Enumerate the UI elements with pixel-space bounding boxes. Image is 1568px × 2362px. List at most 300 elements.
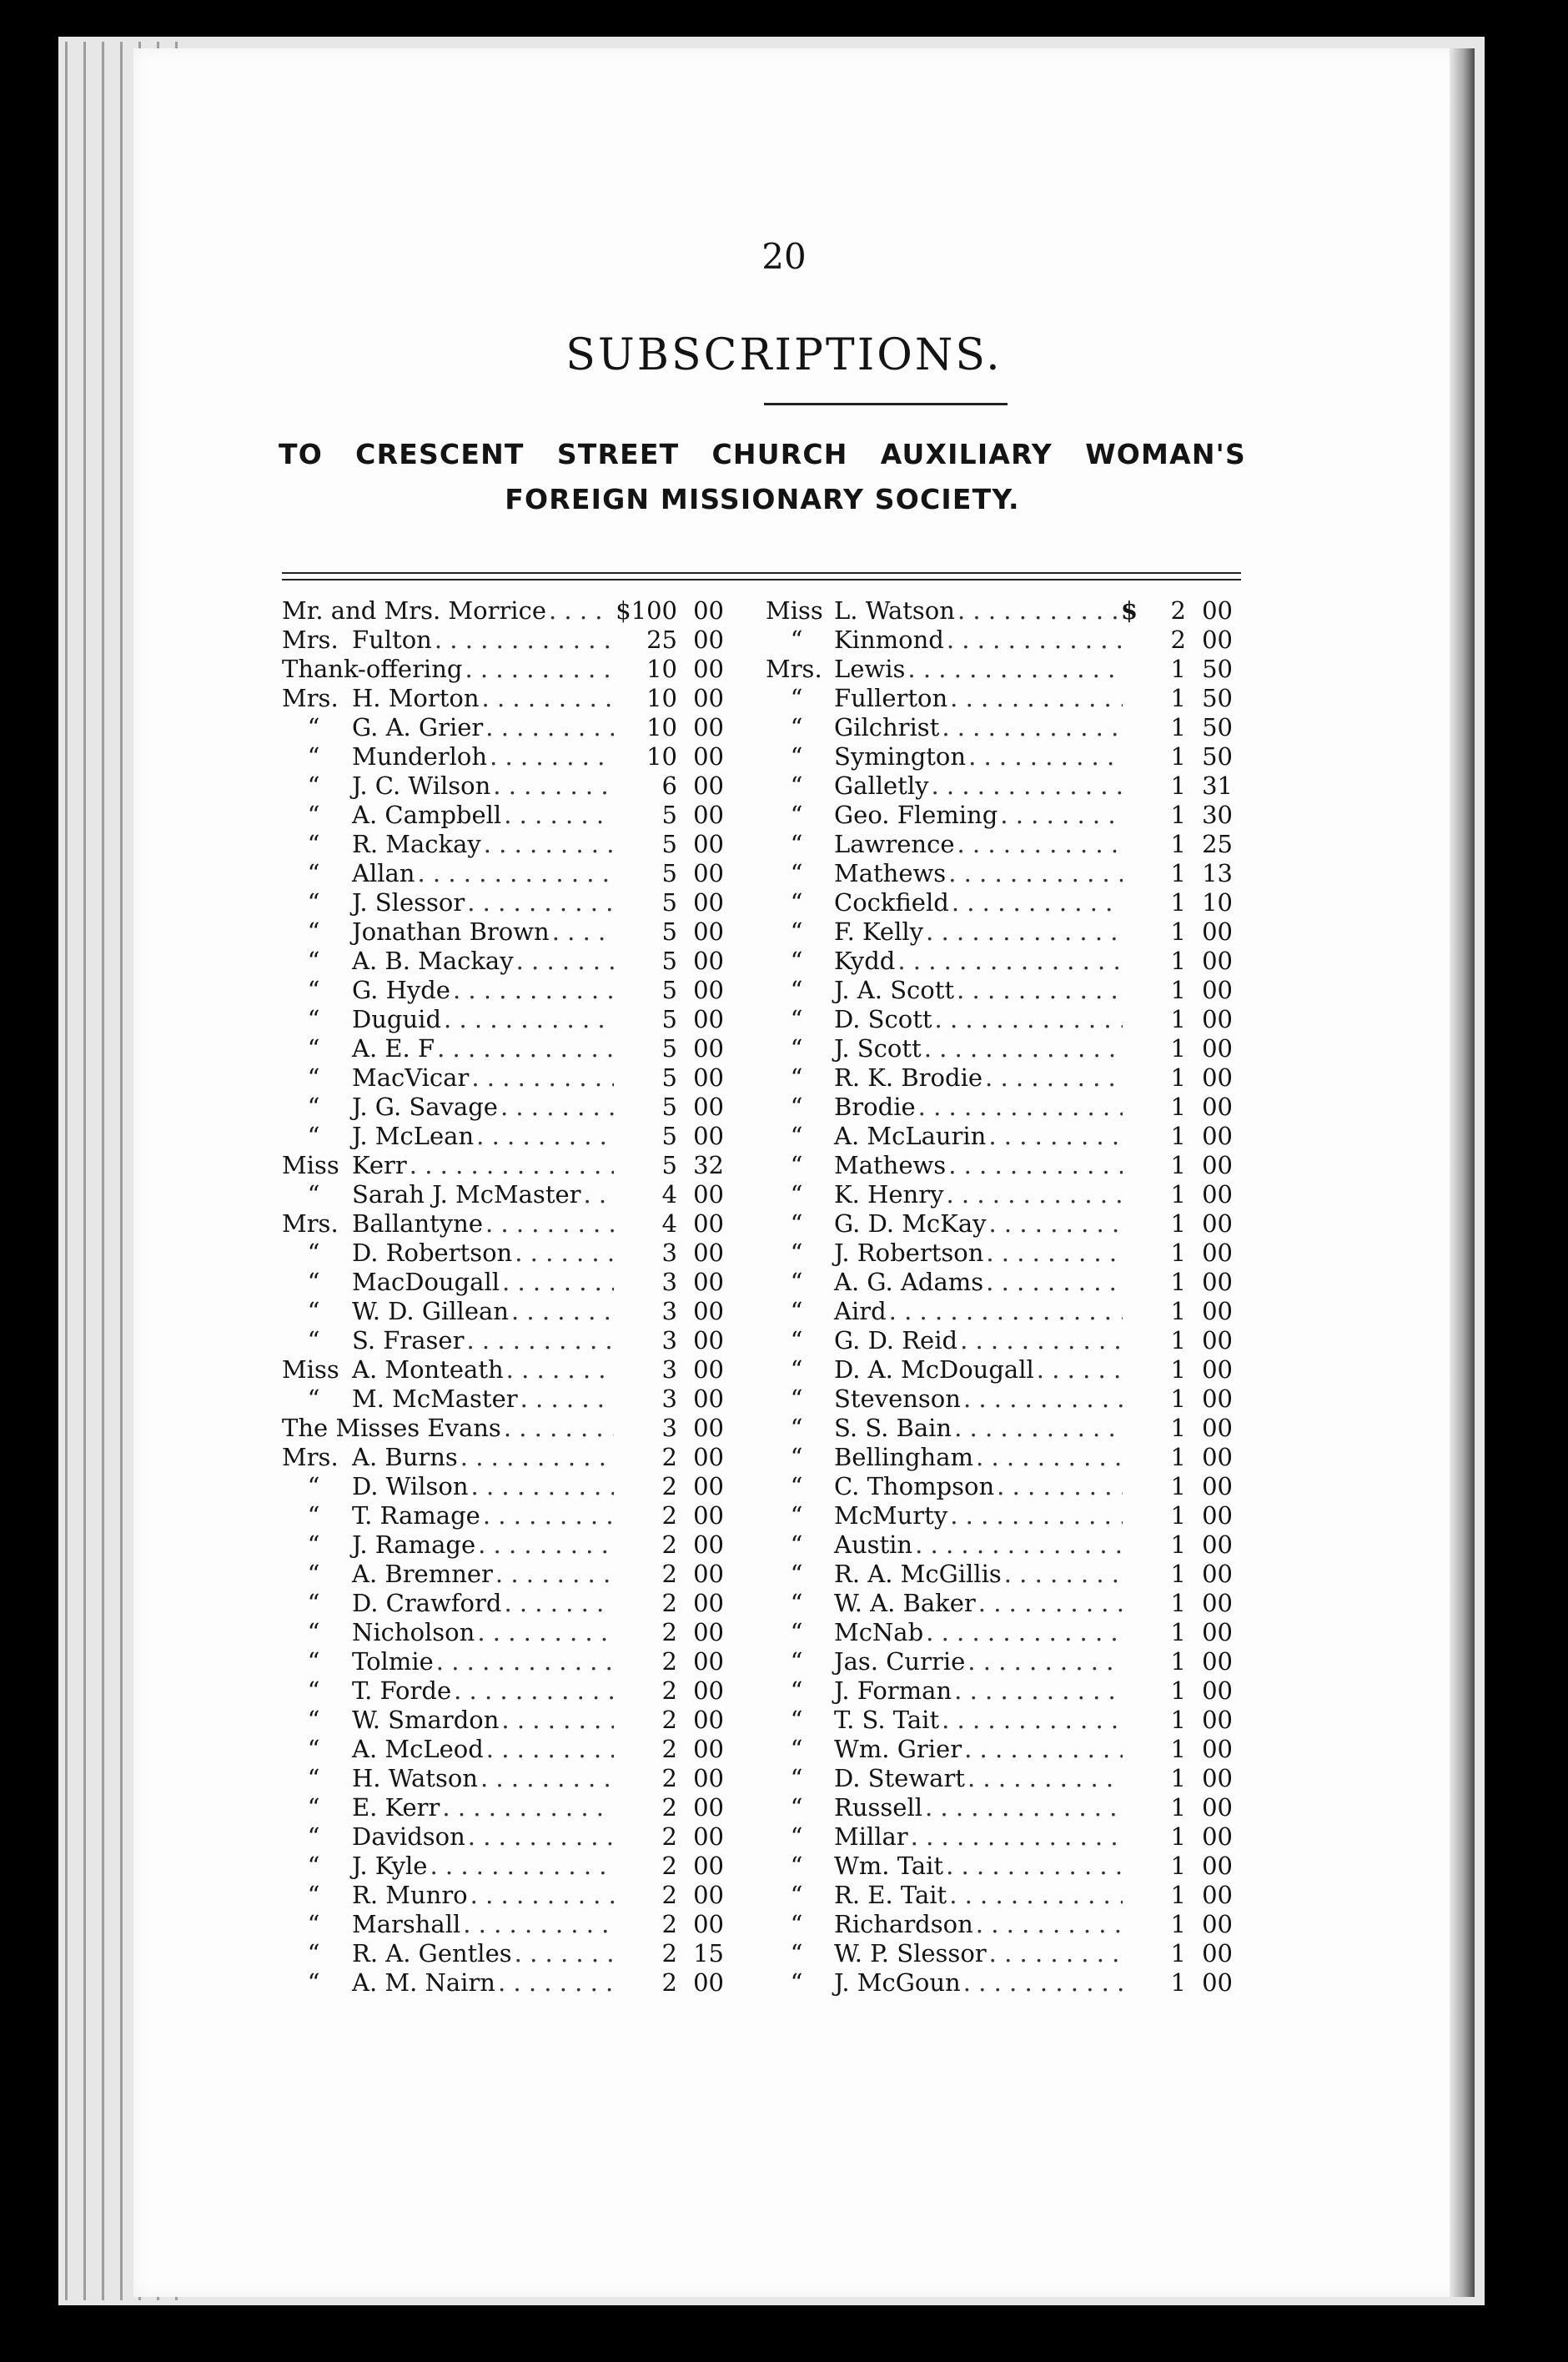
amount-dollars: 5 xyxy=(661,1151,677,1179)
dot-leader xyxy=(498,1093,614,1122)
subscription-row xyxy=(766,1647,1233,1676)
subscriber-name: W. A. Baker xyxy=(834,1589,976,1617)
subscriber-name: T. S. Tait xyxy=(834,1706,940,1734)
amount-cents: 00 xyxy=(693,1589,724,1617)
amount-cents: 00 xyxy=(1202,1735,1233,1763)
subscriber-name: D. Stewart xyxy=(834,1764,965,1792)
amount-dollars: 2 xyxy=(661,1852,677,1880)
subscriber-prefix: “ xyxy=(790,1063,803,1092)
subscriber-name: L. Watson xyxy=(834,596,955,625)
dot-leader xyxy=(949,888,1123,917)
dot-leader xyxy=(966,742,1123,771)
amount-cents: 00 xyxy=(693,1063,724,1092)
subscriber-name: Thank-offering xyxy=(282,655,463,683)
amount-cents: 00 xyxy=(693,917,724,946)
subscription-row xyxy=(766,684,1233,713)
dot-leader xyxy=(475,1618,614,1647)
subscriber-prefix: Mrs. xyxy=(282,1443,339,1471)
subscription-row xyxy=(282,1063,724,1093)
subscriber-prefix: “ xyxy=(307,1939,320,1967)
amount-cents: 13 xyxy=(1202,859,1233,887)
amount-dollars: 1 xyxy=(1170,801,1186,829)
amount-dollars: 1 xyxy=(1170,1852,1186,1880)
dot-leader xyxy=(483,713,614,742)
amount-cents: 00 xyxy=(693,713,724,741)
amount-cents: 30 xyxy=(1202,801,1233,829)
subscriber-prefix: “ xyxy=(307,859,320,887)
amount-dollars: 5 xyxy=(661,1122,677,1150)
dot-leader xyxy=(987,1939,1123,1968)
amount-cents: 00 xyxy=(693,1268,724,1296)
amount-cents: 00 xyxy=(693,1180,724,1209)
amount-cents: 00 xyxy=(1202,1618,1233,1646)
amount-cents: 00 xyxy=(693,1209,724,1238)
subscriber-prefix: “ xyxy=(790,801,803,829)
amount-dollars: 2 xyxy=(661,1764,677,1792)
subscription-row xyxy=(766,1560,1233,1589)
amount-dollars: 1 xyxy=(1170,1093,1186,1121)
subscriber-name: D. Crawford xyxy=(352,1589,502,1617)
dot-leader xyxy=(450,976,614,1005)
amount-cents: 00 xyxy=(693,976,724,1004)
subscription-row xyxy=(766,655,1233,684)
subscription-row xyxy=(766,713,1233,742)
amount-dollars: 2 xyxy=(661,1706,677,1734)
amount-dollars: 1 xyxy=(1170,1735,1186,1763)
dot-leader xyxy=(947,1501,1123,1530)
subscription-row xyxy=(766,1793,1233,1822)
subscriber-name: Gilchrist xyxy=(834,713,940,741)
subscriber-prefix: “ xyxy=(307,1326,320,1354)
dot-leader xyxy=(916,1093,1123,1122)
subscriber-name: J. McLean xyxy=(352,1122,475,1150)
dot-leader xyxy=(905,655,1123,684)
subscription-row xyxy=(766,947,1233,976)
amount-dollars: 1 xyxy=(1170,1676,1186,1705)
subscriber-prefix: “ xyxy=(307,1706,320,1734)
amount-cents: 00 xyxy=(693,1355,724,1384)
subscription-row xyxy=(766,1852,1233,1881)
amount-cents: 50 xyxy=(1202,742,1233,771)
subscriber-prefix: “ xyxy=(790,1530,803,1559)
subscriber-prefix: “ xyxy=(790,1647,803,1676)
subscriber-prefix: Miss xyxy=(766,596,823,625)
amount-cents: 00 xyxy=(693,1735,724,1763)
subscriber-prefix: “ xyxy=(790,1122,803,1150)
amount-dollars: 2 xyxy=(661,1647,677,1676)
page-binding-shadow xyxy=(1450,48,1475,2297)
subscriber-prefix: “ xyxy=(307,947,320,975)
amount-dollars: 3 xyxy=(661,1414,677,1442)
dot-leader xyxy=(923,1618,1123,1647)
amount-dollars: 3 xyxy=(661,1268,677,1296)
amount-cents: 00 xyxy=(1202,596,1233,625)
subscription-row xyxy=(766,1618,1233,1647)
dot-leader xyxy=(504,1355,614,1385)
amount-dollars: 10 xyxy=(646,684,677,712)
dot-leader xyxy=(407,1151,614,1180)
page-number: 20 xyxy=(761,236,807,277)
subscription-row xyxy=(282,1034,724,1063)
dot-leader xyxy=(947,1881,1123,1910)
amount-dollars: 2 xyxy=(661,1735,677,1763)
amount-cents: 00 xyxy=(693,742,724,771)
subscriber-name: Jas. Currie xyxy=(834,1647,966,1676)
dot-leader xyxy=(458,1443,614,1472)
amount-cents: 00 xyxy=(693,655,724,683)
amount-dollars: 1 xyxy=(1170,1297,1186,1325)
amount-cents: 00 xyxy=(693,1034,724,1063)
amount-cents: 00 xyxy=(1202,1005,1233,1033)
subscriber-prefix: Mrs. xyxy=(766,655,822,683)
subscriber-name: Davidson xyxy=(352,1822,465,1851)
dot-leader xyxy=(415,859,614,888)
dot-leader xyxy=(495,1968,614,1998)
subscriber-name: A. Monteath xyxy=(352,1355,504,1384)
amount-dollars: 1 xyxy=(1170,1530,1186,1559)
subscriber-name: Mathews xyxy=(834,859,947,887)
subscriber-name: Stevenson xyxy=(834,1385,961,1413)
subscriber-name: Millar xyxy=(834,1822,908,1851)
subscription-row xyxy=(282,1939,724,1968)
subscriber-name: M. McMaster xyxy=(352,1385,518,1413)
dot-leader xyxy=(912,1530,1123,1560)
amount-dollars: 1 xyxy=(1170,976,1186,1004)
subscription-row xyxy=(766,1034,1233,1063)
subscriber-prefix: “ xyxy=(307,1093,320,1121)
subscription-row xyxy=(766,1589,1233,1618)
amount-cents: 00 xyxy=(1202,947,1233,975)
subscriber-name: Sarah J. McMaster xyxy=(352,1180,581,1209)
subscription-row xyxy=(766,1706,1233,1735)
subscriber-name: H. Morton xyxy=(352,684,480,712)
heading-word: STREET xyxy=(556,438,680,470)
amount-cents: 00 xyxy=(1202,1472,1233,1500)
amount-dollars: 2 xyxy=(1170,596,1186,625)
dot-leader xyxy=(474,1122,614,1151)
dot-leader xyxy=(481,830,614,859)
amount-dollars: 1 xyxy=(1170,1706,1186,1734)
subscription-row xyxy=(766,1881,1233,1910)
amount-cents: 00 xyxy=(693,1414,724,1442)
subscriber-prefix: “ xyxy=(307,1472,320,1500)
amount-dollars: 4 xyxy=(661,1180,677,1209)
dot-leader xyxy=(468,1881,614,1910)
amount-cents: 00 xyxy=(693,1852,724,1880)
subscriber-name: Aird xyxy=(834,1297,887,1325)
amount-dollars: 1 xyxy=(1170,1472,1186,1500)
amount-cents: 00 xyxy=(693,1881,724,1909)
subscriber-prefix: “ xyxy=(790,1501,803,1530)
dot-leader xyxy=(475,1530,614,1560)
amount-dollars: 2 xyxy=(661,1676,677,1705)
subscriber-prefix: “ xyxy=(790,626,803,654)
dot-leader xyxy=(462,655,614,684)
subscriber-name: J. Ramage xyxy=(352,1530,476,1559)
dot-leader xyxy=(434,1647,614,1676)
subscriber-name: Tolmie xyxy=(352,1647,434,1676)
subscription-row xyxy=(282,1852,724,1881)
subscriber-prefix: “ xyxy=(307,1034,320,1063)
dot-leader xyxy=(947,684,1123,713)
amount-dollars: 1 xyxy=(1170,713,1186,741)
subscriber-name: W. D. Gillean xyxy=(352,1297,509,1325)
subscriber-name: A. Burns xyxy=(352,1443,458,1471)
subscriber-prefix: “ xyxy=(307,1968,320,1997)
dot-leader xyxy=(946,1151,1123,1180)
subscription-row xyxy=(766,1968,1233,1998)
dot-leader xyxy=(983,1268,1123,1297)
subscriber-name: Nicholson xyxy=(352,1618,475,1646)
subscription-row xyxy=(282,859,724,888)
amount-dollars: 2 xyxy=(661,1443,677,1471)
society-heading xyxy=(279,432,1246,522)
subscriber-prefix: Miss xyxy=(282,1355,339,1384)
subscription-row xyxy=(282,771,724,801)
amount-dollars: 5 xyxy=(661,1034,677,1063)
subscription-row xyxy=(766,1005,1233,1034)
subscription-row xyxy=(766,1268,1233,1297)
subscriber-prefix: “ xyxy=(790,1560,803,1588)
amount-dollars: 1 xyxy=(1170,1355,1186,1384)
subscription-row xyxy=(282,1589,724,1618)
amount-cents: 00 xyxy=(1202,1180,1233,1209)
subscriber-prefix: “ xyxy=(790,1443,803,1471)
dot-leader xyxy=(440,1793,614,1822)
subscription-row xyxy=(282,830,724,859)
amount-dollars: 3 xyxy=(661,1297,677,1325)
subscription-row xyxy=(282,1355,724,1385)
amount-dollars: 2 xyxy=(661,1589,677,1617)
dot-leader xyxy=(955,596,1121,626)
dot-leader xyxy=(435,1034,614,1063)
subscriber-prefix: “ xyxy=(307,742,320,771)
subscription-row xyxy=(766,888,1233,917)
subscription-row xyxy=(766,626,1233,655)
amount-cents: 00 xyxy=(1202,1852,1233,1880)
dot-leader xyxy=(952,1676,1123,1706)
subscription-row xyxy=(766,742,1233,771)
amount-dollars: 1 xyxy=(1170,1239,1186,1267)
subscriber-prefix: “ xyxy=(307,1385,320,1413)
subscriber-prefix: “ xyxy=(307,1268,320,1296)
dot-leader xyxy=(490,771,614,801)
subscriber-prefix: “ xyxy=(307,830,320,858)
subscriber-name: G. A. Grier xyxy=(352,713,484,741)
dollar-sign: $ xyxy=(1120,596,1138,625)
subscriber-name: J. Slessor xyxy=(352,888,465,917)
dot-leader xyxy=(962,1735,1123,1764)
subscription-row xyxy=(282,1793,724,1822)
dot-leader xyxy=(939,1706,1123,1735)
subscriber-name: McNab xyxy=(834,1618,924,1646)
amount-cents: 00 xyxy=(693,596,724,625)
dot-leader xyxy=(983,1063,1123,1093)
subscriber-name: Mr. and Mrs. Morrice xyxy=(282,596,546,625)
subscriber-name: MacVicar xyxy=(352,1063,470,1092)
subscriber-prefix: “ xyxy=(307,1647,320,1676)
amount-cents: 00 xyxy=(693,1793,724,1822)
amount-dollars: 1 xyxy=(1170,1881,1186,1909)
amount-dollars: 3 xyxy=(661,1239,677,1267)
subscriber-prefix: “ xyxy=(790,947,803,975)
dot-leader xyxy=(987,1209,1123,1239)
dot-leader xyxy=(441,1005,614,1034)
amount-dollars: 2 xyxy=(661,1501,677,1530)
subscriber-name: J. Scott xyxy=(834,1034,922,1063)
subscriber-name: A. E. F xyxy=(352,1034,435,1063)
subscriber-name: J. A. Scott xyxy=(834,976,955,1004)
page-edge xyxy=(65,42,68,2300)
dot-leader xyxy=(465,888,614,917)
amount-dollars: 5 xyxy=(661,917,677,946)
subscription-row xyxy=(766,1501,1233,1530)
amount-cents: 00 xyxy=(1202,1268,1233,1296)
dot-leader xyxy=(501,801,614,830)
amount-dollars: 1 xyxy=(1170,1180,1186,1209)
subscriber-name: R. A. Gentles xyxy=(352,1939,512,1967)
amount-dollars: 1 xyxy=(1170,1618,1186,1646)
dot-leader xyxy=(928,771,1123,801)
amount-cents: 00 xyxy=(693,1676,724,1705)
subscriber-prefix: Mrs. xyxy=(282,626,339,654)
subscriber-name: D. Wilson xyxy=(352,1472,469,1500)
subscriber-prefix: “ xyxy=(790,1180,803,1209)
amount-dollars: 10 xyxy=(646,742,677,771)
subscriber-name: J. C. Wilson xyxy=(352,771,491,800)
subscriber-name: T. Ramage xyxy=(352,1501,480,1530)
subscription-row xyxy=(282,596,724,626)
subscription-row xyxy=(766,1735,1233,1764)
subscription-row xyxy=(282,1881,724,1910)
dot-leader xyxy=(501,1589,614,1618)
amount-dollars: 3 xyxy=(661,1326,677,1354)
subscriber-name: Lewis xyxy=(834,655,906,683)
amount-dollars: 2 xyxy=(661,1910,677,1938)
subscriber-name: J. Robertson xyxy=(834,1239,984,1267)
subscription-row xyxy=(766,1151,1233,1180)
amount-cents: 00 xyxy=(693,1560,724,1588)
amount-dollars: 1 xyxy=(1170,947,1186,975)
subscriber-name: G. D. McKay xyxy=(834,1209,987,1238)
amount-dollars: 1 xyxy=(1170,1910,1186,1938)
dot-leader xyxy=(932,1005,1123,1034)
dot-leader xyxy=(973,1910,1123,1939)
title-rule xyxy=(764,403,1008,405)
dot-leader xyxy=(923,917,1123,947)
subscription-row xyxy=(282,655,724,684)
subscription-row xyxy=(282,1093,724,1122)
subscriber-prefix: “ xyxy=(790,1268,803,1296)
subscription-row xyxy=(766,1822,1233,1852)
amount-dollars: 10 xyxy=(646,713,677,741)
amount-dollars: 1 xyxy=(1170,1151,1186,1179)
subscriber-name: D. Robertson xyxy=(352,1239,513,1267)
dot-leader xyxy=(469,1472,614,1501)
subscriber-prefix: “ xyxy=(790,1326,803,1354)
dot-leader xyxy=(432,626,614,655)
subscriber-name: A. G. Adams xyxy=(834,1268,984,1296)
subscription-row xyxy=(282,1443,724,1472)
amount-dollars: 2 xyxy=(661,1968,677,1997)
subscriber-prefix: “ xyxy=(307,1910,320,1938)
subscriber-prefix: “ xyxy=(790,1355,803,1384)
amount-cents: 00 xyxy=(1202,1063,1233,1092)
amount-cents: 00 xyxy=(1202,1122,1233,1150)
subscription-row xyxy=(766,771,1233,801)
subscriber-name: Mathews xyxy=(834,1151,947,1179)
amount-cents: 00 xyxy=(1202,1530,1233,1559)
subscriber-name: R. A. McGillis xyxy=(834,1560,1002,1588)
subscription-row xyxy=(282,1414,724,1443)
dot-leader xyxy=(946,859,1123,888)
amount-cents: 00 xyxy=(1202,626,1233,654)
amount-cents: 25 xyxy=(1202,830,1233,858)
subscriber-prefix: “ xyxy=(307,1618,320,1646)
subscriber-prefix: “ xyxy=(307,1560,320,1588)
amount-dollars: 5 xyxy=(661,859,677,887)
subscriber-name: Russell xyxy=(834,1793,922,1822)
amount-dollars: 3 xyxy=(661,1385,677,1413)
subscriber-prefix: “ xyxy=(790,1093,803,1121)
dot-leader xyxy=(484,1735,614,1764)
subscriber-prefix: “ xyxy=(790,1676,803,1705)
subscription-row xyxy=(282,1326,724,1355)
subscription-row xyxy=(282,1501,724,1530)
amount-cents: 00 xyxy=(693,1764,724,1792)
heading-word: TO xyxy=(279,438,323,470)
dot-leader xyxy=(427,1852,614,1881)
amount-cents: 00 xyxy=(693,1472,724,1500)
subscriber-prefix: “ xyxy=(307,1122,320,1150)
dot-leader xyxy=(954,830,1123,859)
subscriber-prefix: “ xyxy=(307,1822,320,1851)
amount-dollars: 4 xyxy=(661,1209,677,1238)
subscription-row xyxy=(282,1676,724,1706)
subscriber-name: E. Kerr xyxy=(352,1793,440,1822)
subscriber-prefix: “ xyxy=(307,888,320,917)
subscription-row xyxy=(766,1180,1233,1209)
subscriber-name: T. Forde xyxy=(352,1676,452,1705)
subscriber-name: Geo. Fleming xyxy=(834,801,998,829)
amount-dollars: 2 xyxy=(661,1472,677,1500)
subscription-row xyxy=(766,1239,1233,1268)
amount-dollars: 1 xyxy=(1170,1501,1186,1530)
subscriber-name: D. A. McDougall xyxy=(834,1355,1034,1384)
subscriber-name: J. McGoun xyxy=(834,1968,961,1997)
amount-cents: 00 xyxy=(693,1618,724,1646)
amount-cents: 00 xyxy=(1202,976,1233,1004)
amount-cents: 00 xyxy=(693,1530,724,1559)
double-rule xyxy=(282,579,1241,580)
amount-dollars: 2 xyxy=(1170,626,1186,654)
subscriber-name: McMurty xyxy=(834,1501,948,1530)
amount-dollars: 2 xyxy=(661,1560,677,1588)
subscription-row xyxy=(282,1706,724,1735)
subscription-row xyxy=(282,1910,724,1939)
amount-cents: 00 xyxy=(693,626,724,654)
dot-leader xyxy=(986,1122,1123,1151)
dot-leader xyxy=(994,1472,1123,1501)
amount-cents: 00 xyxy=(1202,1939,1233,1967)
subscription-row xyxy=(282,1822,724,1852)
amount-cents: 00 xyxy=(1202,1647,1233,1676)
dot-leader xyxy=(922,1034,1123,1063)
subscriber-name: J. Kyle xyxy=(352,1852,428,1880)
subscriber-name: Munderloh xyxy=(352,742,488,771)
amount-dollars: 1 xyxy=(1170,917,1186,946)
subscriber-name: A. McLeod xyxy=(352,1735,484,1763)
